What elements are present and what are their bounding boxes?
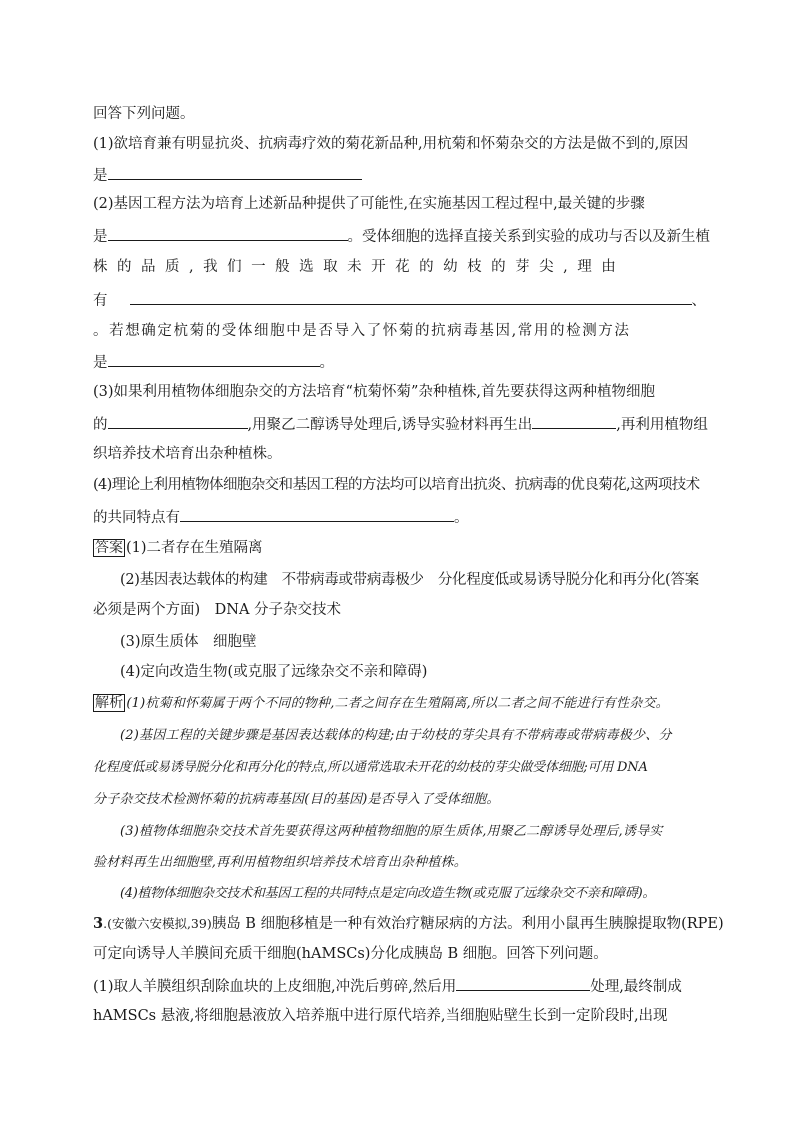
explanation-tag: 解析 xyxy=(95,695,124,711)
answer-a4: (4)定向改造生物(或克服了远缘杂交不亲和障碍) xyxy=(120,664,428,680)
explanation-e3-line2: 验材料再生出细胞壁,再利用植物组织培养技术培育出杂种植株。 xyxy=(93,855,467,870)
explanation-e2-line1: (2)基因工程的关键步骤是基因表达载体的构建;由于幼枝的芽尖具有不带病毒或带病毒极少、分 xyxy=(120,728,672,743)
explanation-e1 xyxy=(93,694,705,714)
question3-sub1-blank[interactable] xyxy=(456,975,590,991)
answer-tag: 答案 xyxy=(95,540,123,556)
q2-blank-reason[interactable] xyxy=(130,289,692,305)
q3-line2-mid: ,用聚乙二醇诱导处理后,诱导实验材料再生出 xyxy=(247,417,533,433)
q4-answer-blank[interactable] xyxy=(180,506,454,522)
q3-line2 xyxy=(93,413,708,435)
q3-line2-prefix: 的 xyxy=(93,417,108,433)
q1-line2 xyxy=(93,164,705,186)
q2-line4 xyxy=(93,289,705,311)
q2-line1: (2)基因工程方法为培育上述新品种提供了可能性,在实施基因工程过程中,最关键的步骤 xyxy=(93,196,645,212)
question3-line1 xyxy=(93,914,724,934)
q4-line2-prefix: 的共同特点有 xyxy=(93,510,180,526)
q1-answer-blank[interactable] xyxy=(108,164,362,180)
answer-a2-line2: 必须是两个方面) DNA 分子杂交技术 xyxy=(93,602,342,618)
q2-line4-prefix: 有 xyxy=(93,293,108,309)
q2-line2 xyxy=(93,225,710,247)
question3-sub1-prefix: (1)取人羊膜组织刮除血块的上皮细胞,冲洗后剪碎,然后用 xyxy=(93,979,457,995)
question3-source: .(安徽六安模拟,39) xyxy=(103,916,212,931)
explanation-e4: (4)植物体细胞杂交技术和基因工程的共同特点是定向改造生物(或克服了远缘杂交不亲和障碍)。 xyxy=(120,886,656,901)
answer-a1-text: (1)二者存在生殖隔离 xyxy=(126,540,263,556)
answer-a1 xyxy=(93,538,705,558)
intro-text: 回答下列问题。 xyxy=(93,106,195,122)
q2-blank-key-step[interactable] xyxy=(108,225,348,241)
q1-line1: (1)欲培育兼有明显抗炎、抗病毒疗效的菊花新品种,用杭菊和怀菊杂交的方法是做不到的,原因 xyxy=(93,136,689,152)
q3-blank-protoplast[interactable] xyxy=(108,413,248,429)
explanation-e2-line2: 化程度低或易诱导脱分化和再分化的特点,所以通常选取未开花的幼枝的芽尖做受体细胞;可用 DNA xyxy=(93,760,648,775)
explanation-e3-line1: (3)植物体细胞杂交技术首先要获得这两种植物细胞的原生质体,用聚乙二醇诱导处理后,诱导实 xyxy=(120,824,663,839)
q4-line1: (4)理论上利用植物体细胞杂交和基因工程的方法均可以培育出抗炎、抗病毒的优良菊花,这两项技术 xyxy=(93,477,700,493)
q2-line6-prefix: 是 xyxy=(93,355,108,371)
answer-a3: (3)原生质体 细胞壁 xyxy=(120,634,257,650)
question3-number: 3 xyxy=(93,915,104,932)
q3-line1: (3)如果利用植物体细胞杂交的方法培育“杭菊怀菊”杂种植株,首先要获得这两种植物细胞 xyxy=(93,384,655,400)
q3-blank-cellwall[interactable] xyxy=(532,413,616,429)
q1-line2-prefix: 是 xyxy=(93,168,108,184)
question3-line2: 可定向诱导人羊膜间充质干细胞(hAMSCs)分化成胰岛 B 细胞。回答下列问题。 xyxy=(93,946,608,962)
explanation-e2-line3: 分子杂交技术检测怀菊的抗病毒基因(目的基因)是否导入了受体细胞。 xyxy=(93,792,500,807)
q2-line4-suffix: 、 xyxy=(691,293,706,309)
q3-line2-suffix: ,再利用植物组 xyxy=(616,417,708,433)
q2-line2-suffix: 。受体细胞的选择直接关系到实验的成功与否以及新生植 xyxy=(347,229,710,245)
question3-sub1-suffix: 处理,最终制成 xyxy=(590,979,682,995)
q4-line2 xyxy=(93,506,705,528)
q2-line2-prefix: 是 xyxy=(93,229,108,245)
q2-line3: 株的品质,我们一般选取未开花的幼枝的芽尖,理由 xyxy=(93,259,626,275)
answer-a2-line1: (2)基因表达载体的构建 不带病毒或带病毒极少 分化程度低或易诱导脱分化和再分化(答案 xyxy=(120,572,699,588)
q2-blank-detection[interactable] xyxy=(108,351,320,367)
question3-sub1-line2: hAMSCs 悬液,将细胞悬液放入培养瓶中进行原代培养,当细胞贴壁生长到一定阶段时,出现 xyxy=(93,1008,668,1024)
q2-line6-suffix: 。 xyxy=(319,355,334,371)
q2-line5: 。若想确定杭菊的受体细胞中是否导入了怀菊的抗病毒基因,常用的检测方法 xyxy=(93,323,631,339)
explanation-e1-text: (1)杭菊和怀菊属于两个不同的物种,二者之间存在生殖隔离,所以二者之间不能进行有性杂交。 xyxy=(126,696,669,711)
q3-line3: 织培养技术培育出杂种植株。 xyxy=(93,446,282,462)
q4-line2-suffix: 。 xyxy=(454,510,469,526)
question3-sub1-line1 xyxy=(93,975,705,997)
question3-line1-rest: 胰岛 B 细胞移植是一种有效治疗糖尿病的方法。利用小鼠再生胰腺提取物(RPE) xyxy=(211,916,724,932)
q2-line6 xyxy=(93,351,705,373)
